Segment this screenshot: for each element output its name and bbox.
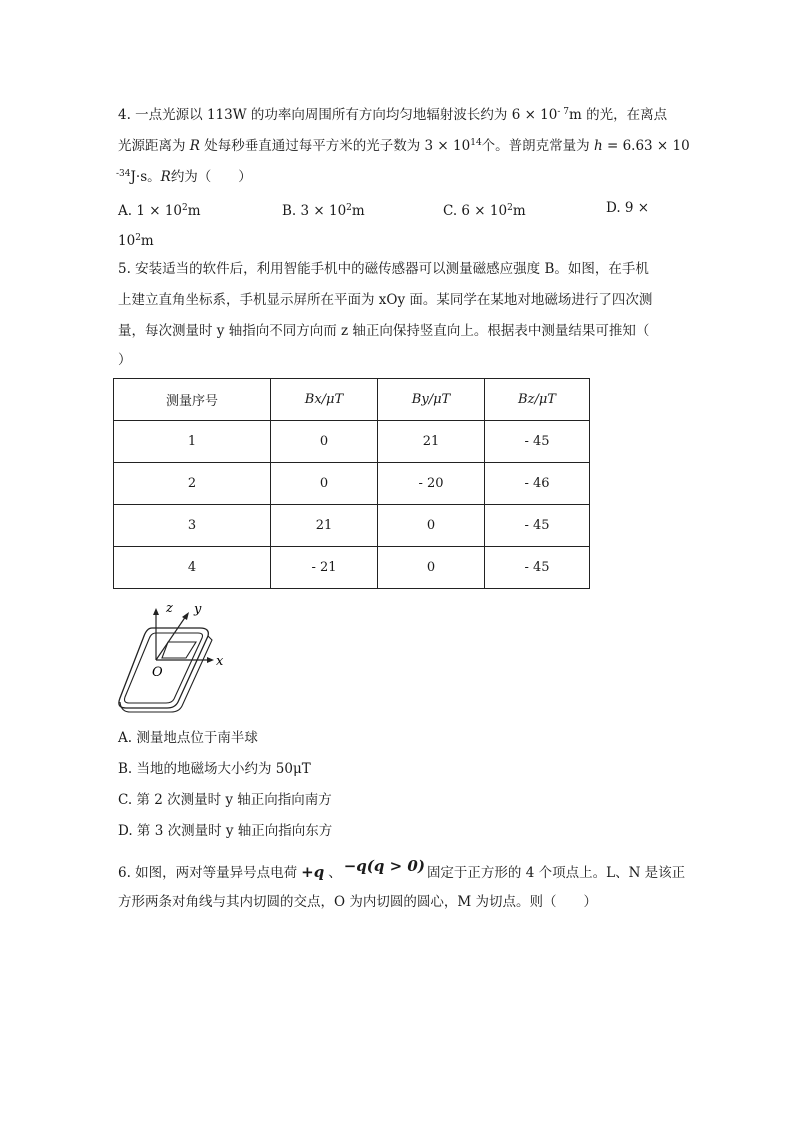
q5-line-4: ） <box>118 352 132 368</box>
table-row <box>114 421 590 463</box>
q4-line-1: 4. 一点光源以 113W 的功率向周围所有方向均匀地辐射波长约为 $6 \times 10^{- 7}m$ 的光，在离点 <box>118 107 668 123</box>
origin-label: O <box>152 665 163 680</box>
table-cell: - 20 <box>378 463 485 505</box>
table-header-cell: By/μT <box>378 379 485 421</box>
table-cell: - 45 <box>485 505 590 547</box>
table-row <box>114 547 590 589</box>
table-cell: - 45 <box>485 421 590 463</box>
table-cell: 1 <box>114 421 271 463</box>
table-cell: 0 <box>271 421 378 463</box>
q5-option-a: A. 测量地点位于南半球 <box>118 730 258 746</box>
table-cell: 3 <box>114 505 271 547</box>
q4-option-c: C. $6 \times 10^2m$ <box>443 203 526 219</box>
table-cell: 0 <box>271 463 378 505</box>
q5-option-c: C. 第 2 次测量时 y 轴正向指向南方 <box>118 792 332 808</box>
table-cell: - 45 <box>485 547 590 589</box>
y-axis <box>156 616 186 660</box>
q5-option-b: B. 当地的地磁场大小约为 50μT <box>118 761 311 777</box>
q4-option-b: B. $3 \times 10^2m$ <box>282 203 365 219</box>
y-arrow-head <box>182 612 189 620</box>
phone-axes-figure <box>112 598 242 716</box>
z-arrow-head <box>153 608 159 615</box>
table-header-cell: Bx/μT <box>271 379 378 421</box>
q4-line-3: $^{-34}$J·s。R约为（ ） <box>116 169 252 185</box>
table-header-row <box>114 379 590 421</box>
phone-body-outline <box>119 628 208 708</box>
q6-line-1: 6. 如图，两对等量异号点电荷 +q 、 −q(q > 0) 固定于正方形的 4 个项点上。L、N 是该正 <box>118 857 686 881</box>
charge-negative: −q(q > 0) <box>343 857 425 875</box>
table-cell: 21 <box>378 421 485 463</box>
table-cell: - 46 <box>485 463 590 505</box>
q5-line-1: 5. 安装适当的软件后，利用智能手机中的磁传感器可以测量磁感应强度 B。如图，在手机 <box>118 261 649 277</box>
measurement-table <box>113 378 590 589</box>
q4-option-d-continued: $10^2m$ <box>118 233 154 249</box>
y-axis-label: y <box>194 602 202 617</box>
table-header-cell: 测量序号 <box>114 379 271 421</box>
q6-line-2: 方形两条对角线与其内切圆的交点，O 为内切圆的圆心，M 为切点。则（ ） <box>118 894 597 910</box>
table-cell: 0 <box>378 505 485 547</box>
table-row <box>114 505 590 547</box>
x-arrow-head <box>207 657 214 663</box>
q5-line-3: 量，每次测量时 y 轴指向不同方向而 z 轴正向保持竖直向上。根据表中测量结果可推知（ <box>118 323 650 339</box>
q5-line-2: 上建立直角坐标系，手机显示屏所在平面为 xOy 面。某同学在某地对地磁场进行了四次测 <box>118 292 653 308</box>
charge-positive: +q <box>301 863 325 881</box>
table-cell: 2 <box>114 463 271 505</box>
table-cell: 0 <box>378 547 485 589</box>
table-row <box>114 463 590 505</box>
phone-body-inner <box>125 633 203 703</box>
q5-option-d: D. 第 3 次测量时 y 轴正向指向东方 <box>118 823 333 839</box>
q4-line-2: 光源距离为 R 处每秒垂直通过每平方米的光子数为 $3 \times 10^{14}$个。普朗克常量为 h = 6.63 × 10 <box>118 138 690 154</box>
x-axis-label: x <box>216 654 224 669</box>
z-axis-label: z <box>166 601 173 616</box>
q4-option-d: D. 9 × <box>606 200 650 216</box>
table-cell: 4 <box>114 547 271 589</box>
table-cell: - 21 <box>271 547 378 589</box>
table-header-cell: Bz/μT <box>485 379 590 421</box>
q4-option-a: A. $1 \times 10^2m$ <box>118 203 201 219</box>
table-cell: 21 <box>271 505 378 547</box>
